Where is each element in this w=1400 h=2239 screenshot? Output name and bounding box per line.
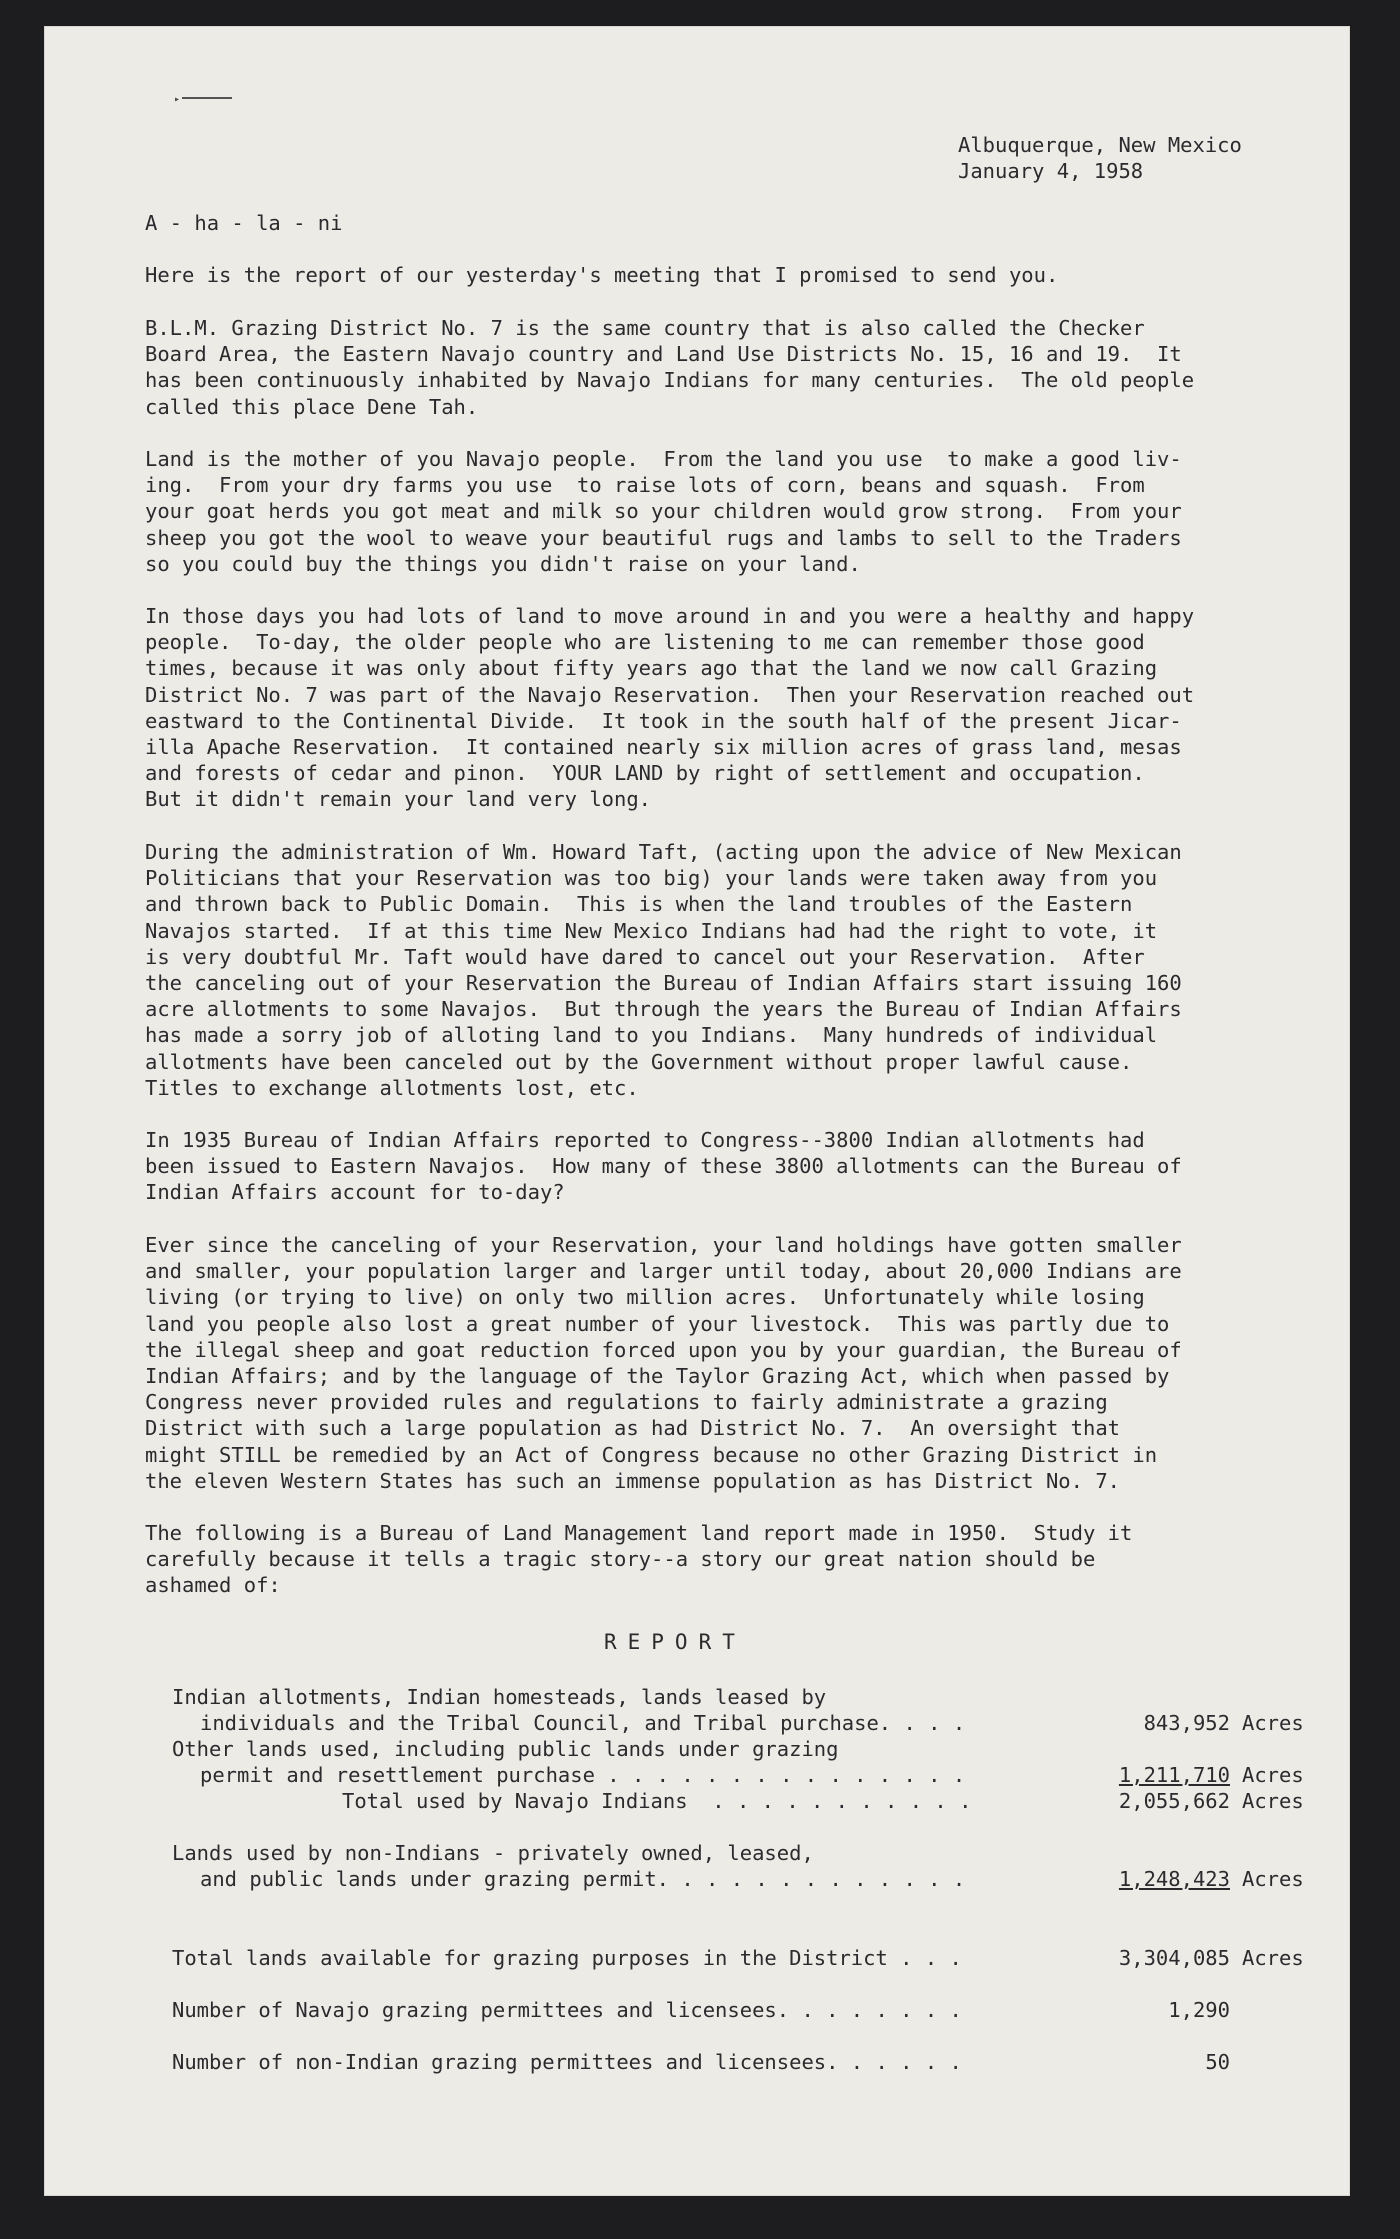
report-row-value: 1,211,710 bbox=[1118, 1763, 1230, 1787]
paragraph: The following is a Bureau of Land Management land report made in 1950. Study it carefully because it tells a tragic story--a story our great nation should be ashamed of: bbox=[145, 1521, 1133, 1598]
arrow-icon: ▸ bbox=[174, 94, 181, 105]
paragraph: Land is the mother of you Navajo people. From the land you use to make a good liv- ing. From your dry farms you use to raise lots of corn, beans and squash. From your goat herds you got meat and milk so your children would grow strong. From your sheep you got the wool to weave your beautiful rugs and lambs to sell to the Traders so you could buy the things you didn't raise on your land. bbox=[145, 447, 1182, 576]
pen-mark bbox=[172, 94, 252, 105]
letter-intro: Here is the report of our yesterday's meeting that I promised to send you. bbox=[145, 263, 1059, 287]
report-row-label: Lands used by non-Indians - privately owned, leased, bbox=[172, 1841, 814, 1865]
paragraph: B.L.M. Grazing District No. 7 is the same country that is also called the Checker Board Area, the Eastern Navajo country and Land Use Districts No. 15, 16 and 19. It has been continuously inhabited by Navajo Indians for many centuries. The old people called this place Dene Tah. bbox=[145, 316, 1195, 419]
report-row-label: Number of Navajo grazing permittees and licensees. . . . . . . . bbox=[172, 1998, 962, 2022]
report-row-label: Total lands available for grazing purposes in the District . . . bbox=[172, 1946, 962, 1970]
report-row-unit: Acres bbox=[1242, 1711, 1304, 1735]
report-row-value: 1,290 bbox=[1168, 1998, 1230, 2022]
paragraph: In those days you had lots of land to move around in and you were a healthy and happy people. To-day, the older people who are listening to me can remember those good times, because it was only about fifty years ago that the land we now call Grazing District No. 7 was part of the Navajo Reservation. Then your Reservation reached out eastward to the Continental Divide. It took in the south half of the present Jicar- illa Apache Reservation. It contained nearly six million acres of grass land, mesas and forests of cedar and pinon. YOUR LAND by right of settlement and occupation. But it didn't remain your land very long. bbox=[145, 604, 1195, 812]
report-row-value: 2,055,662 bbox=[1118, 1789, 1230, 1813]
letter-date: January 4, 1958 bbox=[958, 159, 1144, 184]
report-row-unit: Acres bbox=[1242, 1867, 1304, 1891]
report-row-unit: Acres bbox=[1242, 1946, 1304, 1970]
paragraph: During the administration of Wm. Howard Taft, (acting upon the advice of New Mexican Politicians that your Reservation was too big) your lands were taken away from you and thrown back to Public Domain. This is when the land troubles of the Eastern Navajos started. If at this time New Mexico Indians had had the right to vote, it is very doubtful Mr. Taft would have dared to cancel out your Reservation. After the canceling out of your Reservation the Bureau of Indian Affairs start issuing 160 acre allotments to some Navajos. But through the years the Bureau of Indian Affairs has made a sorry job of alloting land to you Indians. Many hundreds of individual allotments have been canceled out by the Government without proper lawful cause. Titles to exchange allotments lost, etc. bbox=[145, 840, 1182, 1100]
dash-mark bbox=[182, 97, 232, 99]
report-row-unit: Acres bbox=[1242, 1763, 1304, 1787]
report-row-label: Total used by Navajo Indians . . . . . . . . . . . bbox=[342, 1789, 972, 1813]
report-row-label-cont: individuals and the Tribal Council, and Tribal purchase. . . . bbox=[200, 1711, 966, 1735]
report-row-label-cont: and public lands under grazing permit. . . . . . . . . . . . . bbox=[200, 1867, 966, 1891]
report-row-label: Other lands used, including public lands under grazing bbox=[172, 1737, 839, 1761]
report-row-value: 50 bbox=[1205, 2050, 1230, 2074]
letter-greeting: A - ha - la - ni bbox=[145, 211, 343, 235]
report-title: REPORT bbox=[604, 1630, 746, 1654]
report-row-label-cont: permit and resettlement purchase . . . . . . . . . . . . . . . bbox=[200, 1763, 966, 1787]
letter-place: Albuquerque, New Mexico bbox=[958, 133, 1242, 157]
report-row-unit: Acres bbox=[1242, 1789, 1304, 1813]
report-row-label: Number of non-Indian grazing permittees and licensees. . . . . . bbox=[172, 2050, 962, 2074]
letter-page bbox=[44, 26, 1350, 2196]
paragraph: Ever since the canceling of your Reservation, your land holdings have gotten smaller and smaller, your population larger and larger until today, about 20,000 Indians are living (or trying to live) on only two million acres. Unfortunately while losing land you people also lost a great number of your livestock. This was partly due to the illegal sheep and goat reduction forced upon you by your guardian, the Bureau of Indian Affairs; and by the language of the Taylor Grazing Act, which when passed by Congress never provided rules and regulations to fairly administrate a grazing District with such a large population as had District No. 7. An oversight that might STILL be remedied by an Act of Congress because no other Grazing District in the eleven Western States has such an immense population as has District No. 7. bbox=[145, 1233, 1182, 1493]
report-row-value: 843,952 bbox=[1143, 1711, 1230, 1735]
letter-header bbox=[958, 132, 1242, 184]
report-row-value: 1,248,423 bbox=[1118, 1867, 1230, 1891]
report-row-label: Indian allotments, Indian homesteads, lands leased by bbox=[172, 1685, 827, 1709]
paragraph: In 1935 Bureau of Indian Affairs reported to Congress--3800 Indian allotments had been issued to Eastern Navajos. How many of these 3800 allotments can the Bureau of Indian Affairs account for to-day? bbox=[145, 1128, 1182, 1205]
report-row-value: 3,304,085 bbox=[1118, 1946, 1230, 1970]
